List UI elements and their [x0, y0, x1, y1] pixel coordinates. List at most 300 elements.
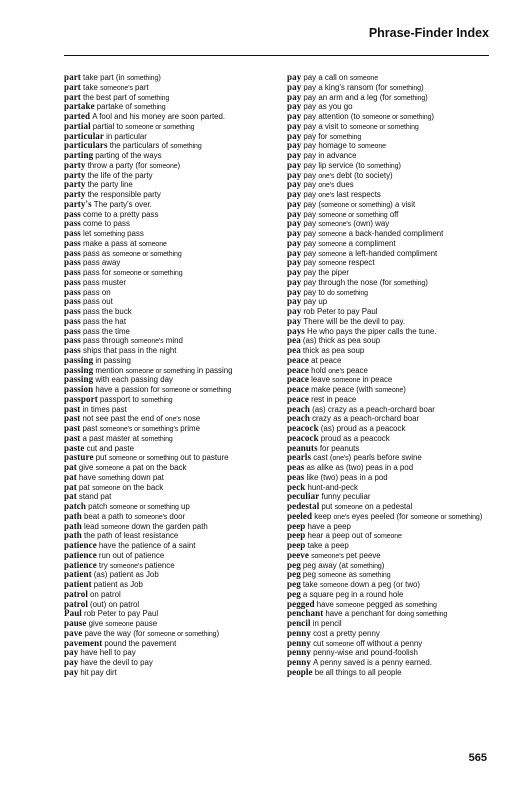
entry-keyword: pay [287, 190, 302, 199]
index-entry [287, 590, 497, 600]
entry-phrase: the path of least resistance [84, 531, 179, 541]
index-entry [64, 180, 286, 190]
index-entry [287, 395, 497, 405]
index-entry [64, 249, 286, 259]
entry-phrase: pass for someone or something [83, 268, 183, 277]
entry-keyword: patient [64, 580, 92, 589]
index-entry [287, 385, 497, 395]
entry-keyword: pay [287, 180, 302, 190]
index-entry [287, 356, 497, 366]
entry-phrase: pay an arm and a leg (for something) [303, 92, 428, 102]
index-entry [64, 453, 286, 463]
index-entry [287, 658, 497, 668]
entry-phrase: on patrol [90, 589, 121, 599]
entry-keyword: passport [64, 394, 98, 404]
index-entry [64, 73, 286, 83]
entry-keyword: past [64, 424, 81, 433]
entry-keyword: pass [64, 336, 81, 346]
entry-keyword: passing [64, 355, 94, 365]
entry-keyword: Paul [64, 609, 82, 619]
entry-phrase: pay someone respect [303, 258, 375, 268]
entry-keyword: pay [287, 199, 302, 209]
entry-phrase: leave someone in peace [311, 375, 393, 385]
entry-phrase: have someone pegged as something [316, 599, 437, 609]
index-entry [64, 580, 286, 590]
entry-keyword: pay [287, 102, 302, 112]
header-rule [64, 55, 489, 56]
entry-phrase: pass on [83, 287, 111, 297]
entry-keyword: peeled [287, 511, 313, 521]
entry-keyword: pass [64, 219, 81, 229]
entry-keyword: parted [64, 112, 91, 121]
entry-phrase: stand pat [78, 492, 112, 502]
index-entry [287, 151, 497, 161]
entry-keyword: pea [287, 346, 301, 355]
index-entry [64, 83, 286, 93]
entry-phrase: patch someone or something up [88, 502, 190, 511]
index-entry [287, 249, 497, 259]
entry-phrase: pass away [83, 258, 121, 268]
index-entry [64, 112, 286, 122]
entry-phrase: pay someone a back-handed compliment [303, 229, 444, 238]
entry-phrase: penny-wise and pound-foolish [313, 648, 418, 658]
entry-keyword: patience [64, 550, 97, 560]
page-number: 565 [468, 752, 487, 764]
index-entry [287, 473, 497, 483]
entry-keyword: partake [64, 102, 95, 112]
index-entry [64, 151, 286, 161]
entry-keyword: penny [287, 638, 312, 648]
entry-keyword: pause [64, 619, 87, 628]
entry-phrase: come to pass [83, 219, 130, 229]
entry-keyword: pass [64, 287, 81, 297]
index-entry [64, 434, 286, 444]
entry-keyword: peeve [287, 550, 309, 560]
entry-phrase: the life of the party [87, 170, 153, 180]
entry-phrase: pay attention (to someone or something) [303, 112, 435, 121]
index-column-left [64, 73, 286, 678]
entry-phrase: have hell to pay [80, 648, 136, 658]
index-entry [64, 268, 286, 278]
entry-phrase: lead someone down the garden path [84, 521, 208, 531]
index-entry [64, 600, 286, 610]
index-entry [64, 658, 286, 668]
entry-phrase: hear a peep out of someone [307, 531, 402, 541]
entry-phrase: pay one's dues [303, 180, 354, 190]
entry-phrase: give someone pause [88, 619, 158, 628]
entry-phrase: as alike as (two) peas in a pod [306, 463, 414, 472]
entry-phrase: pay a king's ransom (for something) [303, 82, 424, 92]
entry-phrase: pay a visit to someone or something [303, 121, 419, 131]
entry-phrase: hold one's peace [311, 365, 368, 375]
index-entry [64, 93, 286, 103]
entry-phrase: take someone down a peg (or two) [302, 580, 421, 589]
index-entry [64, 473, 286, 483]
entry-phrase: take someone's part [83, 82, 149, 92]
index-entry [287, 102, 497, 112]
entry-phrase: peg away (at something) [302, 560, 385, 570]
index-entry [287, 239, 497, 249]
entry-keyword: part [64, 73, 81, 82]
entry-keyword: patience [64, 541, 97, 550]
index-entry [287, 112, 497, 122]
entry-keyword: pegged [287, 599, 315, 609]
entry-phrase: cast (one's) pearls before swine [313, 453, 422, 463]
index-entry [287, 570, 497, 580]
entry-keyword: particulars [64, 141, 108, 151]
index-entry [287, 141, 497, 151]
entry-keyword: passion [64, 385, 94, 394]
index-entry [64, 619, 286, 629]
entry-keyword: peace [287, 375, 309, 385]
index-entry [64, 366, 286, 376]
entry-phrase: cut and paste [86, 443, 134, 453]
entry-phrase: patient as Job [93, 580, 143, 589]
entry-keyword: peck [287, 482, 306, 492]
entry-keyword: pea [287, 336, 301, 346]
entry-keyword: pay [287, 141, 302, 151]
index-entry [64, 648, 286, 658]
index-entry [64, 502, 286, 512]
entry-keyword: pass [64, 248, 81, 258]
index-entry [64, 307, 286, 317]
entry-phrase: not see past the end of one's nose [82, 414, 201, 424]
entry-keyword: pay [287, 287, 302, 297]
entry-keyword: peace [287, 355, 309, 365]
entry-phrase: for peanuts [319, 443, 360, 453]
entry-keyword: pat [64, 463, 77, 472]
entry-phrase: There will be the devil to pay. [303, 316, 406, 326]
entry-keyword: pay [287, 121, 302, 131]
entry-keyword: peace [287, 385, 309, 394]
index-entry [64, 229, 286, 239]
index-entry [64, 336, 286, 346]
page-header [0, 26, 531, 54]
entry-keyword: peach [287, 404, 310, 414]
index-entry [287, 366, 497, 376]
index-entry [287, 229, 497, 239]
entry-keyword: peg [287, 589, 301, 599]
entry-phrase: parting of the ways [95, 151, 162, 160]
entry-phrase: pay someone's (own) way [303, 219, 390, 229]
entry-phrase: the party line [87, 180, 133, 190]
index-entry [64, 405, 286, 415]
index-column-right [287, 73, 497, 678]
index-entry [64, 132, 286, 142]
entry-keyword: peace [287, 394, 309, 404]
index-entry [64, 297, 286, 307]
index-entry [64, 561, 286, 571]
entry-phrase: pay a call on someone [303, 73, 379, 82]
entry-phrase: have the patience of a saint [98, 541, 196, 550]
index-entry [287, 200, 497, 210]
entry-phrase: put someone or something out to pasture [95, 453, 229, 463]
entry-phrase: pass muster [83, 277, 126, 287]
index-entry [64, 288, 286, 298]
entry-phrase: like (two) peas in a pod [306, 472, 388, 482]
entry-phrase: pay as you go [303, 102, 353, 112]
entry-phrase: pay someone a compliment [303, 238, 396, 248]
index-entry [287, 609, 497, 619]
index-entry [287, 600, 497, 610]
entry-keyword: pay [287, 82, 302, 92]
entry-phrase: the responsible party [87, 190, 161, 199]
entry-keyword: pay [287, 307, 302, 316]
entry-keyword: party [64, 160, 86, 170]
entry-keyword: pay [287, 277, 302, 287]
index-entry [64, 375, 286, 385]
entry-phrase: beat a path to someone's door [84, 511, 186, 521]
index-entry [287, 502, 497, 512]
index-entry [64, 590, 286, 600]
entry-keyword: path [64, 511, 82, 521]
entry-phrase: pay up [303, 297, 328, 307]
index-entry [287, 668, 497, 678]
index-entry [64, 424, 286, 434]
entry-phrase: partial to someone or something [92, 121, 195, 131]
index-entry [64, 327, 286, 337]
index-entry [64, 639, 286, 649]
entry-phrase: a square peg in a round hole [302, 589, 404, 599]
entry-keyword: peanuts [287, 443, 318, 453]
index-entry [64, 414, 286, 424]
entry-phrase: keep one's eyes peeled (for someone or something) [314, 511, 483, 521]
entry-phrase: passport to something [99, 394, 173, 404]
entry-keyword: pat [64, 472, 77, 482]
index-entry [64, 258, 286, 268]
entry-keyword: pay [287, 316, 302, 326]
running-head-title: Phrase-Finder Index [368, 26, 489, 40]
entry-phrase: make peace (with someone) [311, 385, 406, 394]
entry-phrase: pass the buck [83, 307, 132, 316]
index-entry [64, 102, 286, 112]
index-entry [287, 210, 497, 220]
entry-phrase: pass as someone or something [83, 248, 182, 258]
entry-phrase: pay homage to someone [303, 141, 386, 151]
index-entry [64, 531, 286, 541]
entry-keyword: party [64, 170, 86, 180]
entry-phrase: The party's over. [93, 199, 152, 209]
index-entry [287, 73, 497, 83]
entry-keyword: pearls [287, 453, 312, 463]
index-entry [287, 83, 497, 93]
entry-keyword: penny [287, 648, 312, 658]
entry-keyword: peace [287, 365, 309, 375]
entry-keyword: passing [64, 365, 94, 375]
entry-phrase: have a penchant for doing something [325, 609, 448, 619]
entry-keyword: patience [64, 560, 97, 570]
entry-phrase: pave the way (for someone or something) [84, 628, 220, 638]
entry-phrase: try someone's patience [98, 560, 175, 570]
entry-keyword: pay [64, 648, 79, 658]
index-entry [287, 639, 497, 649]
entry-keyword: pay [287, 297, 302, 307]
entry-phrase: someone's pet peeve [311, 550, 381, 560]
index-entry [287, 219, 497, 229]
entry-keyword: pass [64, 229, 81, 238]
index-entry [64, 395, 286, 405]
index-entry [64, 629, 286, 639]
index-entry [287, 541, 497, 551]
entry-phrase: pay the piper [303, 268, 350, 277]
index-entry [64, 483, 286, 493]
index-entry [64, 161, 286, 171]
index-entry [287, 258, 497, 268]
entry-phrase: give someone a pat on the back [78, 463, 187, 472]
entry-phrase: rob Peter to pay Paul [84, 609, 159, 619]
index-entry [287, 580, 497, 590]
entry-phrase: have the devil to pay [80, 658, 153, 667]
entry-keyword: pay [287, 92, 302, 102]
index-entry [287, 561, 497, 571]
entry-phrase: pay someone or something off [303, 209, 399, 219]
entry-phrase: crazy as a peach-orchard boar [312, 414, 420, 424]
index-entry [287, 278, 497, 288]
entry-keyword: pass [64, 346, 81, 355]
entry-phrase: have a peep [307, 521, 351, 531]
entry-phrase: have something down pat [78, 472, 164, 482]
entry-keyword: pass [64, 258, 81, 268]
index-entry [287, 444, 497, 454]
entry-phrase: (as) crazy as a peach-orchard boar [312, 404, 435, 414]
entry-keyword: pay [287, 112, 302, 121]
entry-keyword: pass [64, 307, 81, 316]
index-entry [64, 200, 286, 210]
entry-keyword: past [64, 404, 81, 414]
entry-keyword: party [64, 180, 86, 190]
entry-keyword: parting [64, 151, 94, 160]
index-entry [64, 385, 286, 395]
index-entry [64, 219, 286, 229]
entry-keyword: pay [287, 268, 302, 277]
index-entry [64, 522, 286, 532]
index-entry [64, 122, 286, 132]
entry-phrase: take part (in something) [83, 73, 161, 82]
entry-phrase: in times past [82, 404, 127, 414]
index-entry [287, 453, 497, 463]
entry-keyword: past [64, 414, 81, 424]
entry-keyword: passing [64, 375, 94, 385]
index-entry [287, 424, 497, 434]
entry-keyword: partial [64, 121, 91, 131]
entry-phrase: put someone on a pedestal [321, 502, 413, 511]
index-entry [287, 122, 497, 132]
entry-phrase: pay lip service (to something) [303, 160, 402, 170]
index-entry [287, 171, 497, 181]
entry-phrase: funny peculiar [321, 492, 371, 502]
entry-keyword: pave [64, 628, 83, 638]
entry-phrase: make a pass at someone [83, 238, 167, 248]
entry-keyword: peach [287, 414, 310, 424]
entry-keyword: pays [287, 326, 305, 336]
entry-phrase: throw a party (for someone) [87, 160, 181, 170]
entry-phrase: pay (someone or something) a visit [303, 199, 416, 209]
entry-keyword: pass [64, 326, 81, 336]
entry-keyword: pat [64, 492, 77, 502]
index-entry [287, 297, 497, 307]
index-entry [287, 551, 497, 561]
entry-keyword: patient [64, 570, 92, 580]
entry-keyword: part [64, 92, 81, 102]
index-entry [287, 336, 497, 346]
index-entry [287, 327, 497, 337]
entry-phrase: (as) patient as Job [93, 570, 159, 580]
entry-phrase: run out of patience [98, 550, 165, 560]
entry-phrase: the best part of something [83, 92, 170, 102]
entry-keyword: pass [64, 238, 81, 248]
entry-phrase: the particulars of something [109, 141, 202, 151]
entry-phrase: hit pay dirt [80, 667, 117, 677]
entry-phrase: have a passion for someone or something [95, 385, 232, 394]
entry-phrase: ships that pass in the night [83, 346, 177, 355]
entry-keyword: paste [64, 443, 85, 453]
entry-phrase: at peace [311, 355, 342, 365]
index-entry [64, 512, 286, 522]
index-entry [287, 161, 497, 171]
entry-keyword: pay [287, 160, 302, 170]
entry-keyword: path [64, 521, 82, 531]
entry-phrase: cost a pretty penny [313, 628, 380, 638]
entry-keyword: pencil [287, 619, 311, 628]
entry-keyword: pay [287, 209, 302, 219]
entry-phrase: partake of something [96, 102, 166, 112]
entry-keyword: pay [287, 229, 302, 238]
entry-keyword: peacock [287, 433, 319, 443]
index-entry [287, 619, 497, 629]
index-entry [287, 629, 497, 639]
index-entry [287, 190, 497, 200]
entry-phrase: pat someone on the back [78, 482, 164, 492]
entry-phrase: come to a pretty pass [83, 209, 159, 219]
entry-phrase: A fool and his money are soon parted. [92, 112, 226, 121]
entry-keyword: peculiar [287, 492, 320, 502]
index-entry [287, 483, 497, 493]
entry-keyword: pasture [64, 453, 94, 463]
entry-phrase: rest in peace [311, 394, 357, 404]
entry-keyword: pay [287, 248, 302, 258]
index-entry [64, 317, 286, 327]
entry-phrase: hunt-and-peck [307, 482, 358, 492]
entry-phrase: in passing [95, 355, 131, 365]
index-entry [287, 288, 497, 298]
entry-phrase: He who pays the piper calls the tune. [307, 326, 437, 336]
entry-phrase: pound the pavement [104, 638, 177, 648]
entry-phrase: thick as pea soup [302, 346, 365, 355]
entry-phrase: past someone's or something's prime [82, 424, 201, 433]
index-entry [64, 210, 286, 220]
entry-keyword: pass [64, 316, 81, 326]
entry-keyword: peep [287, 541, 306, 550]
index-entry [287, 132, 497, 142]
entry-phrase: pay someone a left-handed compliment [303, 248, 438, 258]
entry-keyword: pay [287, 238, 302, 248]
entry-phrase: pass through someone's mind [83, 336, 183, 346]
entry-keyword: path [64, 531, 82, 541]
entry-keyword: party's [64, 199, 92, 209]
entry-keyword: party [64, 190, 86, 199]
entry-keyword: patrol [64, 589, 88, 599]
index-entry [64, 141, 286, 151]
entry-phrase: cut someone off without a penny [313, 638, 423, 648]
entry-keyword: past [64, 433, 81, 443]
index-entry [64, 346, 286, 356]
entry-phrase: peg someone as something [302, 570, 391, 580]
index-entry [64, 570, 286, 580]
entry-phrase: pay one's last respects [303, 190, 381, 199]
index-entry [287, 405, 497, 415]
entry-phrase: pay through the nose (for something) [303, 277, 428, 287]
entry-keyword: pay [64, 667, 79, 677]
